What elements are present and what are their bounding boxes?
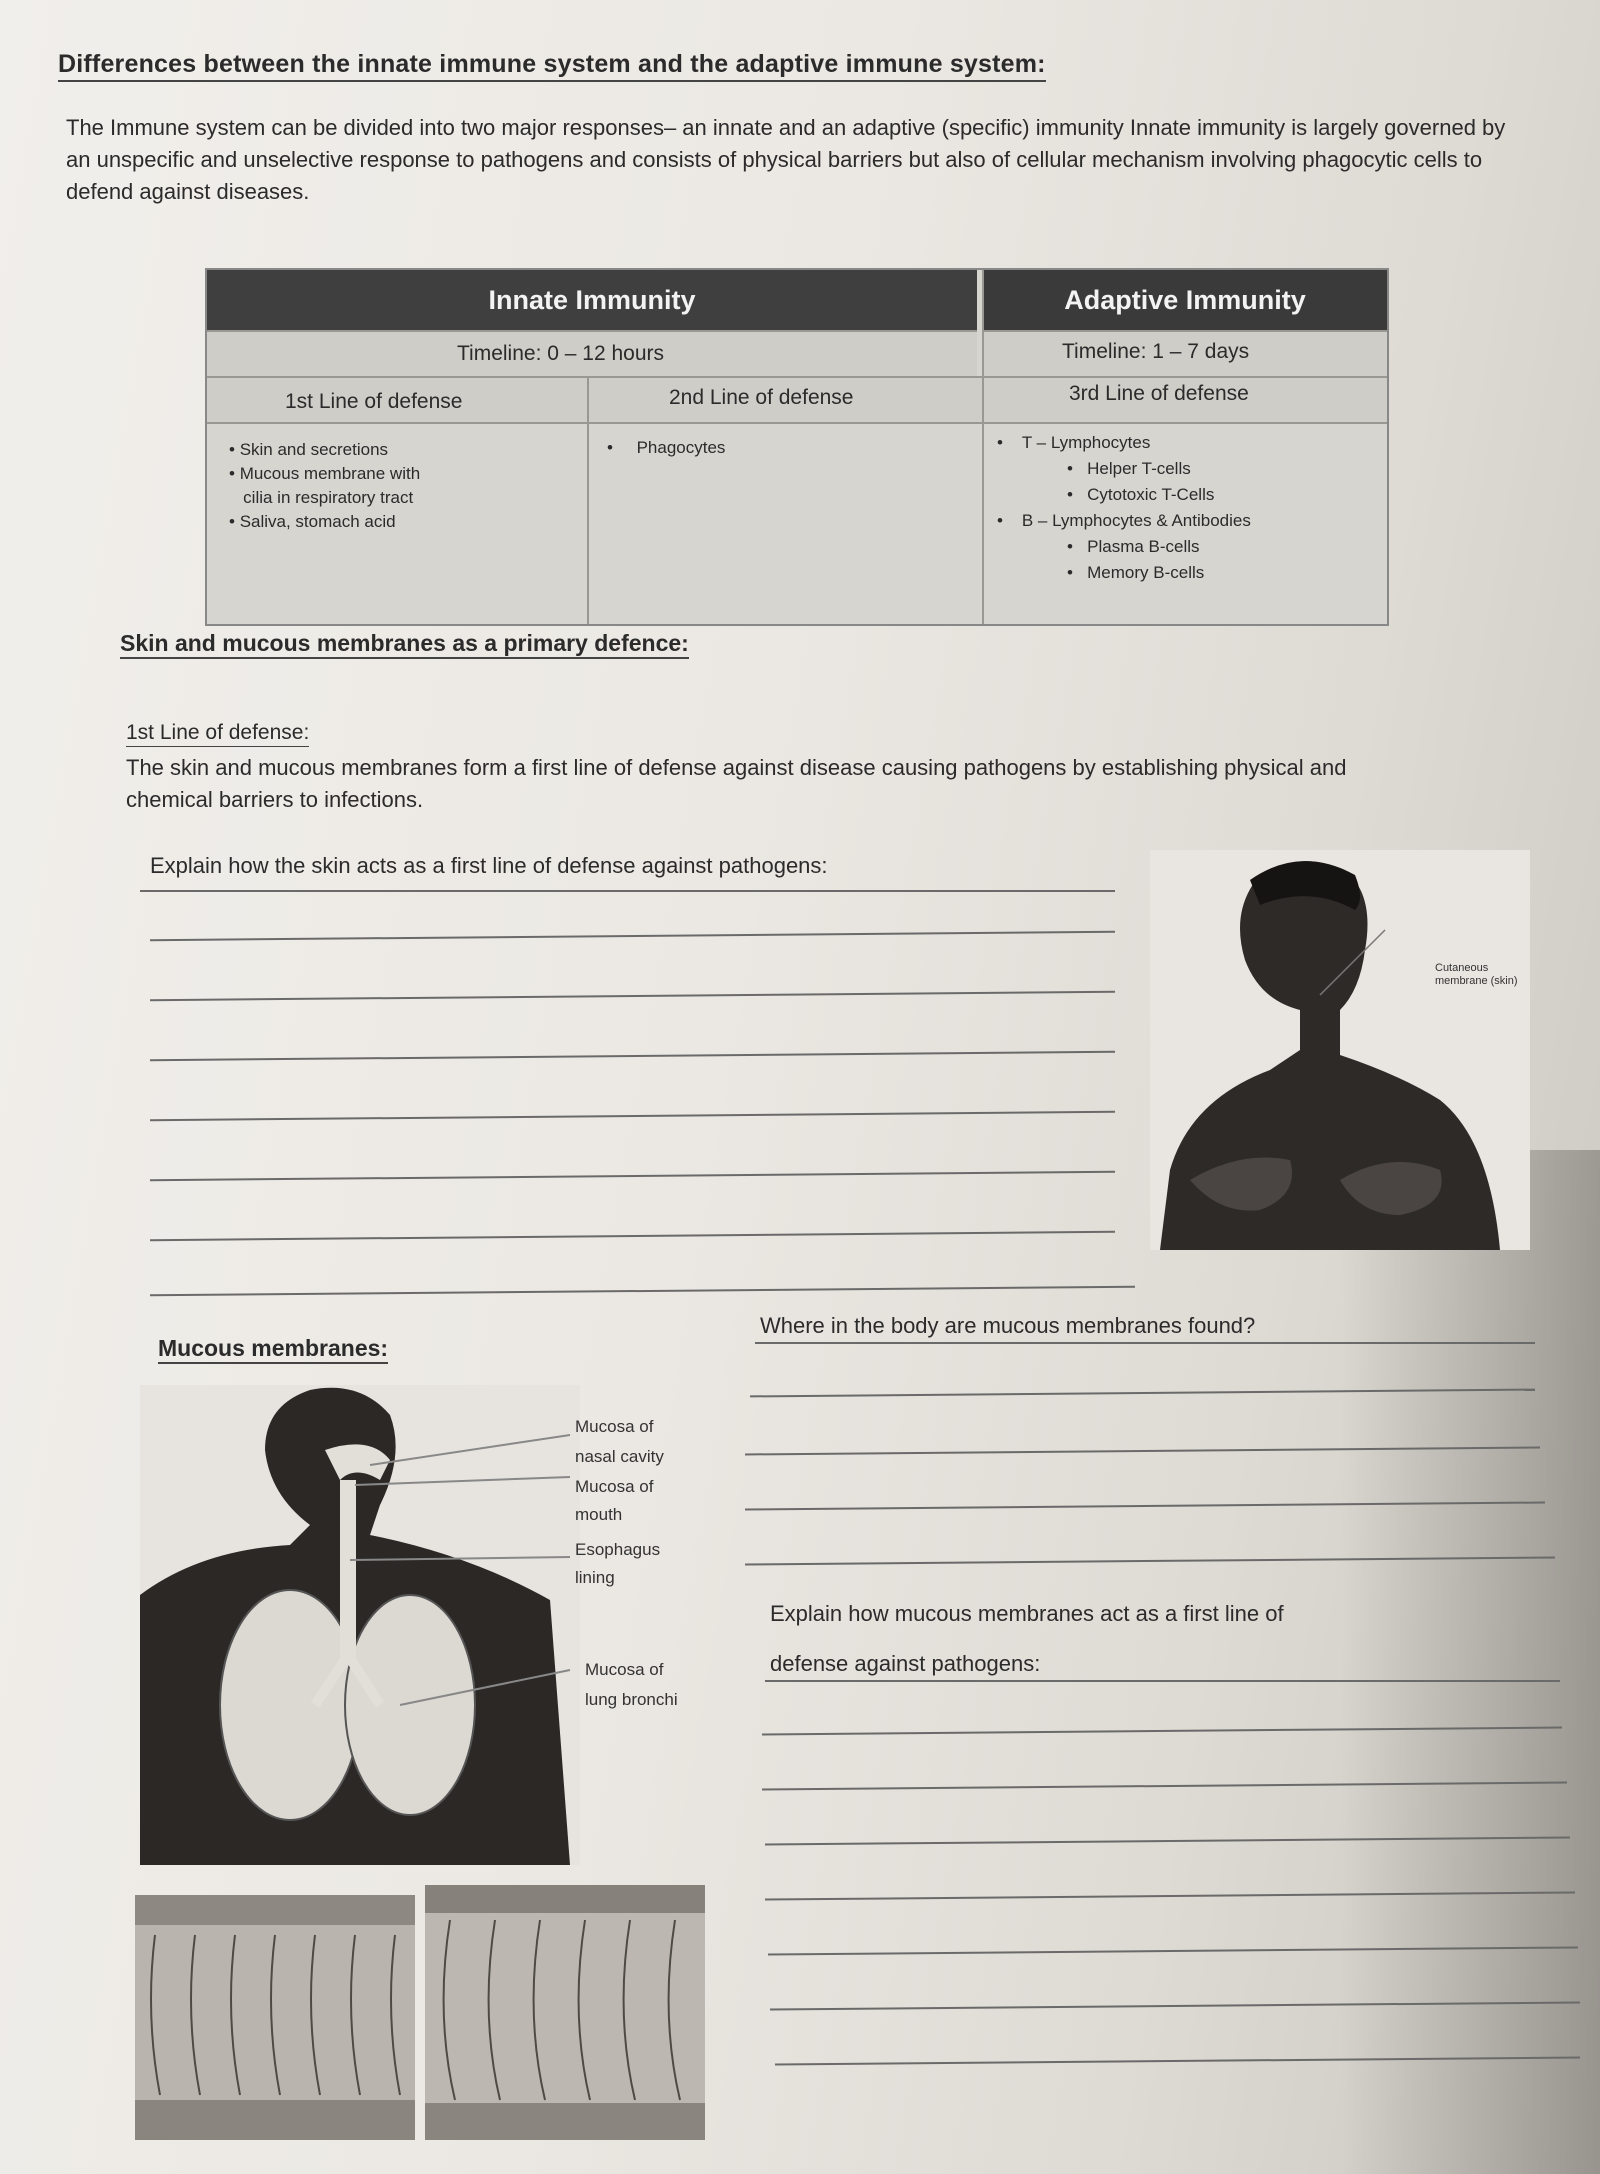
first-line-subheading: 1st Line of defense: [126,720,309,747]
label-lung-mucosa-1: Mucosa of [585,1660,664,1679]
list-item: • Phagocytes [607,438,726,457]
cutaneous-membrane-label: Cutaneous membrane (skin) [1435,962,1518,987]
label-nasal-mucosa-2: nasal cavity [575,1447,664,1466]
label-mouth-mucosa-2: mouth [575,1505,623,1524]
skin-question: Explain how the skin acts as a first line of defense against pathogens: [150,853,828,878]
label-nasal-mucosa-1: Mucosa of [575,1417,654,1436]
adaptive-header: Adaptive Immunity [983,270,1387,330]
second-line-label: 2nd Line of defense [669,386,854,409]
label-mouth-mucosa-1: Mucosa of [575,1477,654,1496]
list-item: cilia in respiratory tract [243,488,414,507]
mucous-question-2-line1: Explain how mucous membranes act as a first line of [770,1601,1284,1626]
adaptive-timeline: Timeline: 1 – 7 days [1062,340,1250,363]
label-lung-mucosa-2: lung bronchi [585,1690,678,1709]
label-esophagus-2: lining [575,1568,615,1587]
list-item: • Skin and secretions [229,440,389,459]
innate-header: Innate Immunity [207,270,977,330]
answer-line[interactable] [755,1342,1535,1344]
epithelium-illustration-left [135,1895,415,2140]
label-esophagus-1: Esophagus [575,1540,661,1559]
list-item: • Saliva, stomach acid [229,512,396,531]
list-item: • Helper T-cells [1067,459,1191,478]
first-line-body: The skin and mucous membranes form a first line of defense against disease causing pathogens by establishing physical and chemical barriers to infections. [126,755,1347,812]
col-divider-2 [982,270,984,624]
list-item: • Cytotoxic T-Cells [1067,485,1215,504]
first-line-list [229,438,420,534]
list-item: • B – Lymphocytes & Antibodies [997,511,1251,530]
third-line-list [997,430,1251,586]
list-item: • T – Lymphocytes [997,433,1151,452]
list-item: • Plasma B-cells [1067,537,1200,556]
innate-timeline: Timeline: 0 – 12 hours [457,342,664,365]
row-divider [207,422,1387,424]
section-heading-skin: Skin and mucous membranes as a primary defence: [120,630,689,659]
skin-figure-illustration [1150,850,1530,1250]
immunity-comparison-table [205,268,1389,626]
section-heading-mucous: Mucous membranes: [158,1335,388,1364]
epithelium-illustration-right [425,1885,705,2140]
answer-line[interactable] [765,1680,1560,1682]
mucous-question-2-line2: defense against pathogens: [770,1651,1041,1676]
mucous-figure-illustration [140,1385,580,1865]
second-line-list [607,436,725,460]
answer-line[interactable] [140,890,1115,892]
list-item: • Memory B-cells [1067,563,1205,582]
first-line-label: 1st Line of defense [285,390,463,413]
third-line-label: 3rd Line of defense [1069,382,1249,405]
list-item: • Mucous membrane with [229,464,421,483]
mucous-question-1: Where in the body are mucous membranes found? [760,1313,1256,1338]
intro-paragraph: The Immune system can be divided into two major responses– an innate and an adaptive (specific) immunity Innate immunity is largely governed by an unspecific and unselective response to pathogens and consists of physical barriers but also of cellular mechanism involving phagocytic cells to defend against diseases. [66,115,1506,204]
page-title: Differences between the innate immune system and the adaptive immune system: [58,50,1046,82]
col-divider-1 [587,376,589,624]
page-shadow [1340,1150,1600,2174]
